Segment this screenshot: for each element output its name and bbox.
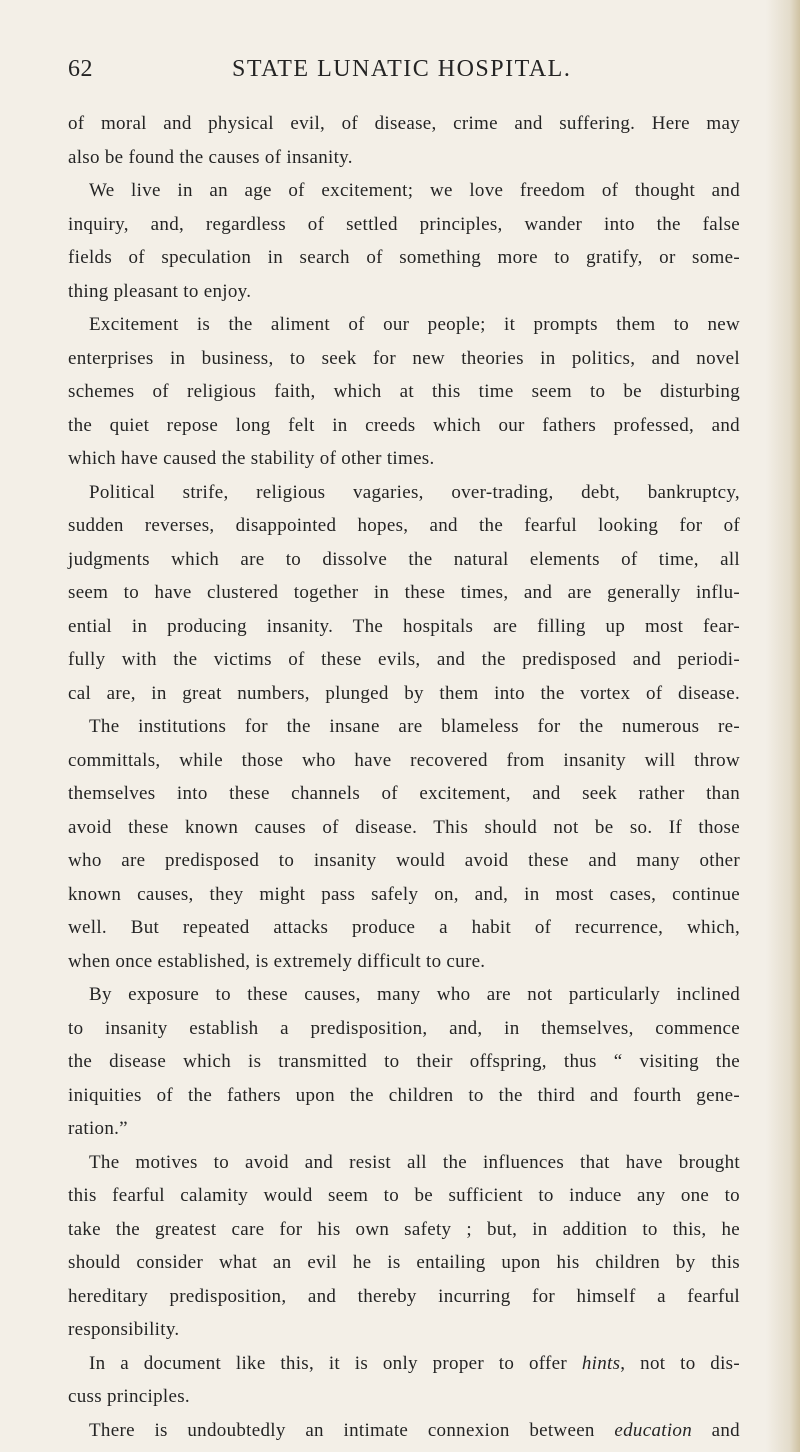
text-line: schemes of religious faith, which at this time seem to be disturbing	[68, 381, 740, 402]
text-line: known causes, they might pass safely on, and, in most cases, continue	[68, 883, 740, 905]
text-line: avoid these known causes of disease. This should not be so. If those	[68, 816, 740, 838]
text-line: to insanity establish a predisposition, and, in themselves, commence	[68, 1017, 740, 1039]
text-line: ration.”	[68, 1118, 128, 1139]
text-line: of moral and physical evil, of disease, crime and suffering. Here may	[68, 113, 740, 134]
text-line: themselves into these channels of excitement, and seek rather than	[68, 783, 740, 804]
text-line: There is undoubtedly an intimate connexion between education and	[89, 1419, 740, 1441]
text-line: seem to have clustered together in these times, and are generally influ-	[68, 582, 740, 603]
text-line: In a document like this, it is only proper to offer hints, not to dis-	[89, 1352, 740, 1374]
page-header	[0, 56, 800, 90]
text-line: sudden reverses, disappointed hopes, and the fearful looking for of	[68, 515, 740, 536]
text-line: when once established, is extremely difficult to cure.	[68, 950, 486, 972]
text-line: committals, while those who have recovered from insanity will throw	[68, 749, 740, 771]
text-line: thing pleasant to enjoy.	[68, 280, 252, 302]
emphasis-text: education	[614, 1419, 692, 1441]
text-line: cuss principles.	[68, 1386, 190, 1407]
text-line: fields of speculation in search of something more to gratify, or some-	[68, 247, 740, 268]
text-line: the disease which is transmitted to their offspring, thus “ visiting the	[68, 1051, 740, 1072]
body-text	[68, 107, 740, 1447]
emphasis-text: hints	[581, 1352, 621, 1374]
text-line: take the greatest care for his own safety ; but, in addition to this, he	[68, 1218, 740, 1240]
text-line: ential in producing insanity. The hospitals are filling up most fear-	[68, 615, 740, 637]
text-line: who are predisposed to insanity would avoid these and many other	[68, 850, 740, 871]
page-edge-shadow	[766, 0, 800, 1452]
text-line: responsibility.	[68, 1319, 180, 1340]
text-line: enterprises in business, to seek for new theories in politics, and novel	[68, 347, 740, 369]
text-line: cal are, in great numbers, plunged by them into the vortex of disease.	[68, 682, 740, 704]
text-line: judgments which are to dissolve the natural elements of time, all	[68, 548, 740, 570]
text-line: We live in an age of excitement; we love freedom of thought and	[89, 180, 740, 201]
running-title: STATE LUNATIC HOSPITAL.	[232, 56, 572, 82]
text-line: the quiet repose long felt in creeds which our fathers professed, and	[68, 414, 740, 436]
text-line: iniquities of the fathers upon the children to the third and fourth gene-	[68, 1084, 740, 1106]
text-line: fully with the victims of these evils, and the predisposed and periodi-	[68, 649, 740, 670]
text-line: Excitement is the aliment of our people; it prompts them to new	[89, 314, 740, 335]
text-line: The motives to avoid and resist all the influences that have brought	[89, 1151, 740, 1173]
text-line: should consider what an evil he is entailing upon his children by this	[68, 1252, 740, 1273]
text-line: also be found the causes of insanity.	[68, 146, 353, 168]
text-line: Political strife, religious vagaries, over-trading, debt, bankruptcy,	[89, 481, 740, 503]
text-line: inquiry, and, regardless of settled principles, wander into the false	[68, 213, 740, 235]
text-line: well. But repeated attacks produce a habit of recurrence, which,	[68, 917, 740, 938]
text-line: which have caused the stability of other times.	[68, 448, 435, 469]
text-line: this fearful calamity would seem to be sufficient to induce any one to	[68, 1185, 740, 1206]
page-number: 62	[68, 56, 93, 82]
text-line: hereditary predisposition, and thereby incurring for himself a fearful	[68, 1285, 740, 1307]
text-line: By exposure to these causes, many who are not particularly inclined	[89, 984, 740, 1005]
text-line: The institutions for the insane are blameless for the numerous re-	[89, 716, 740, 737]
